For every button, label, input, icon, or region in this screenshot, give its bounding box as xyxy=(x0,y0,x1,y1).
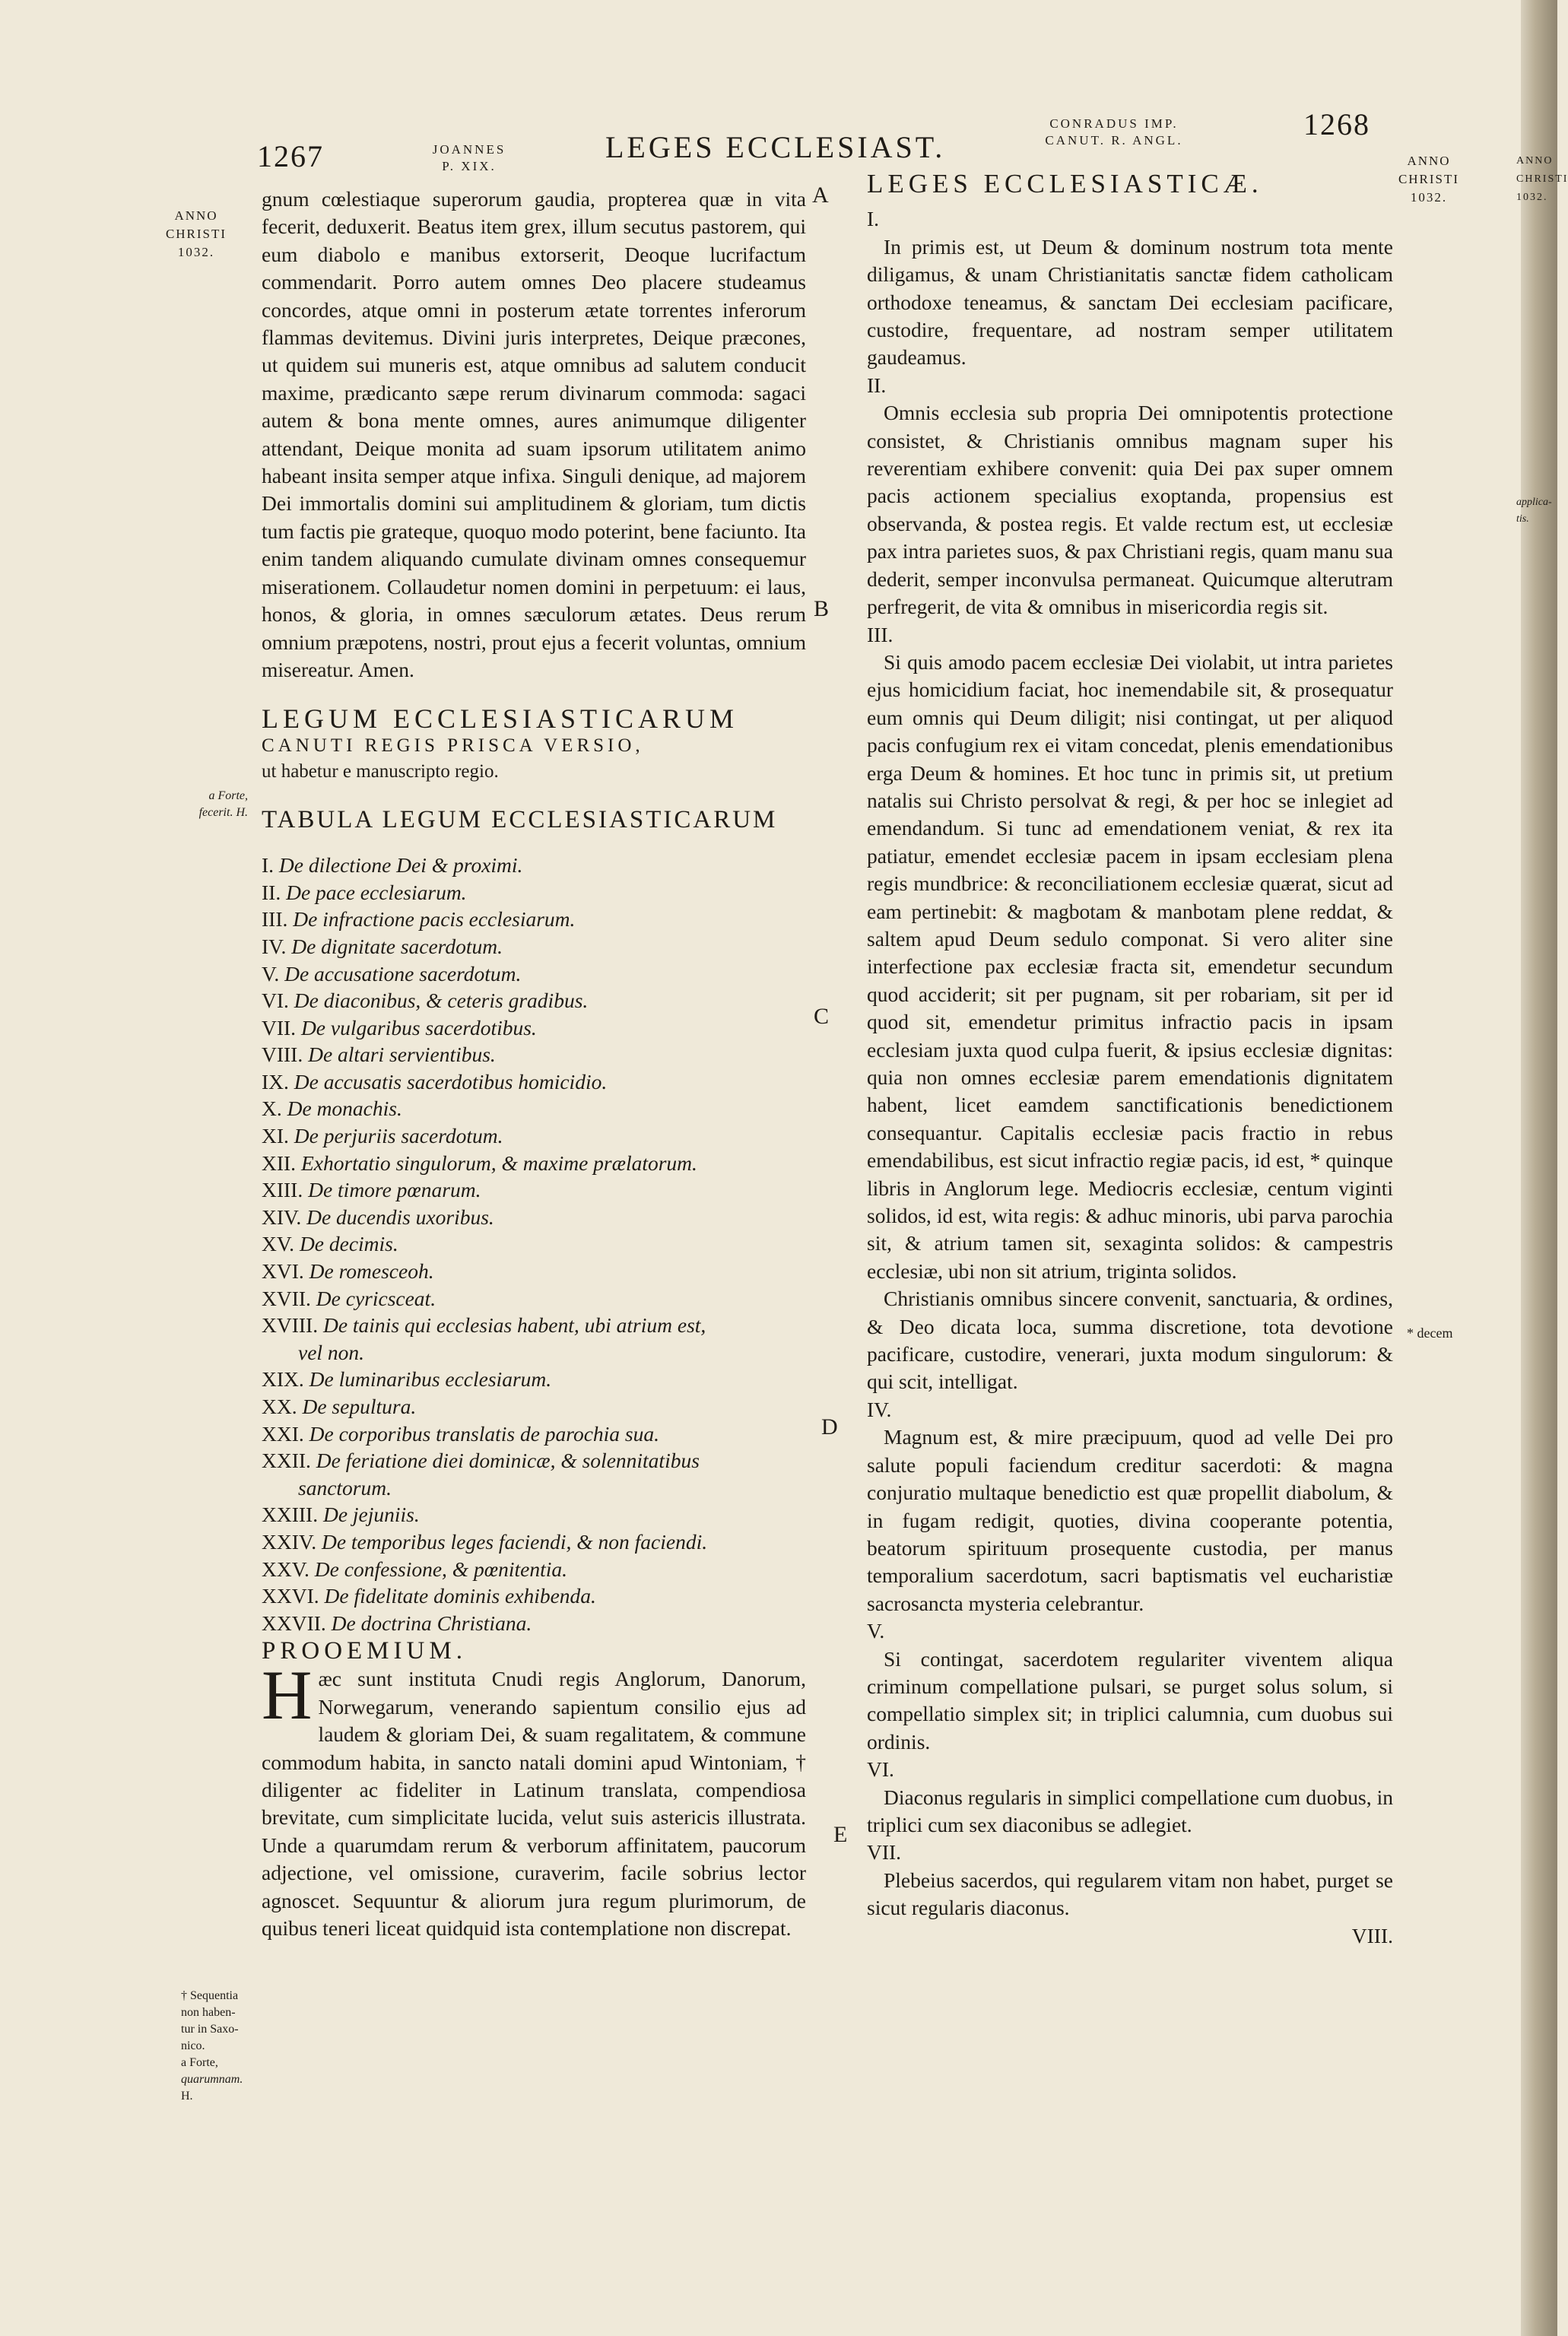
tabula-entry-text: De vulgaribus sacerdotibus. xyxy=(300,1015,537,1039)
tabula-entry xyxy=(262,1041,806,1068)
section-letter-c: C xyxy=(814,1004,830,1029)
section-text: Si quis amodo pacem ecclesiæ Dei violabit, ut intra parietes ejus homicidium faciat, hoc inemendabile sit, & prosequatur eum omnis qui Deum diligit; nisi contingat, ut per aliquod pacis confugium rex ei vitam concedat, plenis emendationibus erga Deum & homines. Et hoc tunc in primis sit, ut pretium natalis sui Christo persolvat & regi, & per hoc se inlegiet ad emendandum. Si tunc ad emendationem veniat, & rex ita patiatur, emendet ecclesiæ pacem in ipsam ecclesiam plena regis mundbrice: & reconciliationem ecclesiæ quærat, sicut ad eam pertinebit: & magbotam & manbotam plene reddat, & saltem apud Deum sedulo componat. Si vero aliter sine interfectione pax ecclesiæ fracta sit, emendetur secundum quod acciderit; sit per pugnam, sit per robariam, sit per id quod sit, emendetur primitus infractio pacis in ipsam ecclesiam juxta quod culpa fuerit, & ipsius ecclesiæ dignitas: quia non omnes ecclesiæ parem emendationis dignitatem habent, licet eamdem sanctificationis benedictionem consequantur. Capitalis ecclesiæ pacis fractio in rebus emendabilibus, est sicut infractio regiæ pacis, id est, * quinque libris in Anglorum lege. Mediocris ecclesiæ, centum viginti solidos, id est, wita regis: & adhuc minoris, ubi parva parochia sit, & atrium tamen sit, sexaginta solidos: & campestris ecclesiæ, ubi non sit atrium, triginta solidos. xyxy=(867,649,1393,1283)
tabula-entry xyxy=(262,933,806,960)
tabula-entry-text: De luminaribus ecclesiarum. xyxy=(309,1367,552,1392)
tabula-entry-text: De sepultura. xyxy=(302,1395,417,1418)
tabula-entry-number: IV. xyxy=(262,934,287,958)
tabula-list xyxy=(262,852,806,1636)
section-number: IV. xyxy=(867,1397,892,1421)
tabula-entry-number: VII. xyxy=(262,1015,297,1039)
section-letter-a: A xyxy=(812,182,829,208)
tabula-entry xyxy=(262,1474,806,1502)
prooemium-text: Hæc sunt instituta Cnudi regis Anglorum, Danorum, Norwegarum, venerando sapientum consilio ejus ad laudem & gloriam Dei, & suam regalitatem, & commune commodum habita, in sancto natali domini apud Wintoniam, † diligenter ac fideliter in Latinum translata, compendiosa brevitate, cum simplicitate lucida, velut suis astericis illustrata. Unde a quarumdam rerum & verborum affinitatem, paucorum adjectione, vel omissione, curaverim, facile sobrius lector agnoscet. Sequuntur & aliorum jura regum plurimorum, de quibus teneri liceat quidquid ista contemplatione non discrepat. xyxy=(262,1656,806,1940)
tabula-entry xyxy=(262,1393,806,1420)
tabula-entry-text: De romesceoh. xyxy=(309,1259,434,1284)
tabula-entry-text: De accusatis sacerdotibus homicidio. xyxy=(294,1069,608,1093)
tabula-entry-number: II. xyxy=(262,880,281,904)
tabula-entry-text: De temporibus leges faciendi, & non faciendi. xyxy=(321,1529,708,1554)
tabula-entry-number: IX. xyxy=(262,1069,289,1093)
book-binding-edge xyxy=(1521,0,1557,2336)
tabula-entry-text: De feriatione diei dominicæ, & solennitatibus xyxy=(316,1449,700,1473)
tabula-entry-number: XV. xyxy=(262,1232,295,1256)
tabula-entry-text: sanctorum. xyxy=(298,1475,392,1500)
catchword: VIII. xyxy=(1351,1923,1393,1947)
tabula-entry-number: XXVII. xyxy=(262,1611,326,1635)
right-column-heading: LEGES ECCLESIASTICÆ. xyxy=(867,169,1263,198)
tabula-entry-number: XVIII. xyxy=(262,1313,319,1338)
tabula-entry xyxy=(262,906,806,933)
tabula-entry xyxy=(262,1095,806,1122)
tabula-entry-number: XI. xyxy=(262,1124,289,1148)
tabula-entry-text: De corporibus translatis de parochia sua. xyxy=(309,1421,660,1446)
section-text: Plebeius sacerdos, qui regularem vitam non habet, purget se sicut regularis diaconus. xyxy=(867,1868,1393,1920)
legum-heading: LEGUM ECCLESIASTICARUM xyxy=(262,703,739,735)
section-number: VII. xyxy=(867,1840,902,1865)
tabula-entry-text: De decimis. xyxy=(299,1232,398,1256)
left-page-number: 1267 xyxy=(257,139,324,173)
tabula-entry-text: De infractione pacis ecclesiarum. xyxy=(293,907,576,932)
tabula-entry-text: De jejuniis. xyxy=(322,1503,420,1527)
tabula-entry-text: De accusatione sacerdotum. xyxy=(284,961,522,986)
tabula-entry xyxy=(262,1068,806,1096)
tabula-entry-text: De tainis qui ecclesias habent, ubi atrium est, xyxy=(322,1313,706,1338)
opening-text: gnum cœlestiaque superorum gaudia, propterea quæ in vita fecerit, deduxerit. Beatus item grex, illum secutus pastorem, qui eum diabolo e manibus extorserit, Deoque lucrifactum commendarit. Porro autem omnes Deo placere studeamus concordes, atque omni in posterum ætate torrentes inferorum flammas devitemus. Divini juris interpretes, Deique præcones, ut quidem sui muneris est, atque omnibus ad salutem conducit maxime, prædicanto sæpe rerum divinarum commoda: sagaci autem & bona mente omnes, aures animumque diligenter attendant, Deique monita ad suam ipsorum utilitatem animo habeant insita semper atque infixa. Singuli denique, ad majorem Dei immortalis domini sui amplitudinem & gloriam, tum dictis tum factis pie grateque, quoquo modo poterint, bene faciunto. Ita enim tandem aliquando cumulate divinam omnes consequemur miserationem. Collaudetur nomen domini in perpetuum: ei laus, honos, & gloria, in omnes sæculorum ætates. Deus rerum omnium præpotens, nostri, prout ejus a fecerit voluntas, omnium misereatur. Amen. xyxy=(262,187,806,681)
tabula-entry xyxy=(262,1339,806,1366)
law-sections xyxy=(867,205,1393,1922)
left-margin-year: ANNO CHRISTI 1032. xyxy=(165,208,227,259)
section-number: I. xyxy=(867,207,880,231)
tabula-entry-number: XVII. xyxy=(262,1286,311,1310)
section-letter-b: B xyxy=(814,596,830,621)
tabula-entry-number: XX. xyxy=(262,1395,297,1418)
edge-margin-fragment: applica- tis. xyxy=(1516,497,1552,525)
tabula-entry-number: XXIV. xyxy=(262,1529,317,1554)
tabula-entry-number: V. xyxy=(262,961,280,986)
prooemium-dropcap: H xyxy=(262,1656,313,1735)
tabula-entry-text: De altari servientibus. xyxy=(308,1043,496,1067)
tabula-entry-number: XII. xyxy=(262,1151,297,1175)
tabula-entry xyxy=(262,1610,806,1637)
section-number: V. xyxy=(867,1619,885,1643)
tabula-entry xyxy=(262,1150,806,1177)
footnote-a-marginal: a Forte, fecerit. H. xyxy=(198,789,248,819)
tabula-entry-number: III. xyxy=(262,907,288,932)
left-running-head: JOANNES P. XIX. xyxy=(432,142,506,173)
section-text: In primis est, ut Deum & dominum nostrum tota mente diligamus, & unam Christianitatis sanctæ fidem catholicam orthodoxe teneamus, & sanctam Dei ecclesiam pacificare, custodire, frequentare, ad nostram semper utilitatem gaudeamus. xyxy=(867,234,1393,370)
tabula-entry xyxy=(262,1285,806,1312)
tabula-entry-text: De timore pœnarum. xyxy=(308,1178,481,1202)
footnote-decem-marginal: * decem xyxy=(1407,1325,1453,1341)
tabula-entry xyxy=(262,1176,806,1204)
section-letter-d: D xyxy=(821,1414,838,1439)
tabula-entry xyxy=(262,960,806,988)
tabula-entry-number: XVI. xyxy=(262,1259,304,1284)
tabula-entry xyxy=(262,1582,806,1610)
tabula-entry xyxy=(262,1366,806,1393)
section-text: Christianis omnibus sincere convenit, sanctuaria, & ordines, & Deo dicata loca, summa discretione, tota devotione pacificare, custodire, venerari, juxta modum singulorum: & qui scit, intelligat. xyxy=(867,1287,1393,1394)
section-text: Magnum est, & mire præcipuum, quod ad velle Dei pro salute populi faciendum creditur sacerdoti: & magna conjuratio multaque benedictio est quæ propellit diabolum, & in fugam redigit, quoties, divina cooperante potentia, beatorum spirituum prosequente custodia, per manus temporalium sacerdotum, sacri baptismatis vel eucharistiæ sacrosancta mysteria celebrantur. xyxy=(867,1425,1393,1615)
prooemium-title: PROOEMIUM. xyxy=(262,1637,467,1665)
tabula-entry-number: VI. xyxy=(262,989,289,1013)
tabula-entry-text: De monachis. xyxy=(287,1097,402,1121)
tabula-entry-number: X. xyxy=(262,1097,282,1121)
legum-subheading-2: ut habetur e manuscripto regio. xyxy=(262,760,499,782)
legum-subheading: CANUTI REGIS PRISCA VERSIO, xyxy=(262,735,644,756)
tabula-entry-text: De pace ecclesiarum. xyxy=(286,880,467,904)
tabula-entry-number: I. xyxy=(262,853,275,878)
tabula-entry-text: De dilectione Dei & proximi. xyxy=(278,853,523,878)
tabula-entry-text: De fidelitate dominis exhibenda. xyxy=(324,1584,596,1608)
tabula-entry xyxy=(262,1312,806,1339)
tabula-entry xyxy=(262,1122,806,1150)
tabula-entry-text: De dignitate sacerdotum. xyxy=(291,934,503,958)
section-text: Diaconus regularis in simplici compellatione cum duobus, in triplici cum sex diaconibus se adlegiet. xyxy=(867,1785,1393,1836)
section-text: Omnis ecclesia sub propria Dei omnipotentis protectione consistet, & Christianis omnibus magnam super his reverentiam exhibere convenit: quia Dei pax super omnem pacis actionem specialius exoptanda, propensius est observanda, & postea regis. Et valde rectum est, ut ecclesiæ pax intra parietes suos, & pax Christiani regis, quam manu sua dederit, semper inconvulsa permaneat. Quicumque alterutram perfregerit, de vita & omnibus in misericordia regis sit. xyxy=(867,401,1393,619)
right-page-number: 1268 xyxy=(1303,107,1370,141)
tabula-entry xyxy=(262,1258,806,1285)
section-number: VI. xyxy=(867,1757,894,1782)
tabula-entry-text: De perjuriis sacerdotum. xyxy=(294,1124,503,1148)
section-letter-e: E xyxy=(833,1822,848,1847)
tabula-entry xyxy=(262,1014,806,1042)
tabula-entry xyxy=(262,1230,806,1258)
tabula-entry-number: VIII. xyxy=(262,1043,303,1067)
tabula-entry xyxy=(262,879,806,906)
section-text: Si contingat, sacerdotem regulariter viventem aliqua criminum compellatione pulsari, se purget solus solum, si compellatio simplex sit; in triplici calumnia, cum duobus sui ordinis. xyxy=(867,1646,1393,1754)
tabula-entry-number: XIV. xyxy=(262,1204,302,1229)
edge-margin-year: ANNO CHRISTI 1032. xyxy=(1516,155,1568,203)
tabula-entry-text: De diaconibus, & ceteris gradibus. xyxy=(294,989,589,1013)
footnote-sequentia-marginal: † Sequentia non haben- tur in Saxo- nico. a Forte, quarumnam. H. xyxy=(181,1989,243,2103)
tabula-entry-text: De confessione, & pœnitentia. xyxy=(314,1557,568,1581)
tabula-entry xyxy=(262,1420,806,1448)
tabula-entry-number: XIII. xyxy=(262,1178,303,1202)
left-column xyxy=(262,186,806,1942)
tabula-entry xyxy=(262,987,806,1014)
tabula-entry-number: XXII. xyxy=(262,1449,311,1473)
tabula-entry-number: XXV. xyxy=(262,1557,309,1581)
right-running-head: CONRADUS IMP. CANUT. R. ANGL. xyxy=(1045,116,1183,148)
right-margin-year: ANNO CHRISTI 1032. xyxy=(1398,154,1460,205)
tabula-entry xyxy=(262,1528,806,1556)
tabula-entry xyxy=(262,1447,806,1474)
tabula-entry-text: vel non. xyxy=(298,1340,365,1364)
right-column xyxy=(867,170,1393,1950)
tabula-entry xyxy=(262,1556,806,1583)
section-number: III. xyxy=(867,622,894,646)
tabula-entry-number: XXI. xyxy=(262,1421,304,1446)
page-title: LEGES ECCLESIAST. xyxy=(605,130,946,164)
tabula-entry-text: De doctrina Christiana. xyxy=(331,1611,532,1635)
tabula-entry-number: XXIII. xyxy=(262,1503,319,1527)
tabula-entry xyxy=(262,852,806,879)
section-number: II. xyxy=(867,373,887,397)
tabula-entry-text: De ducendis uxoribus. xyxy=(306,1204,494,1229)
tabula-entry-text: De cyricsceat. xyxy=(316,1286,436,1310)
tabula-title: TABULA LEGUM ECCLESIASTICARUM xyxy=(262,805,778,833)
tabula-entry xyxy=(262,1204,806,1231)
tabula-entry-number: XXVI. xyxy=(262,1584,319,1608)
tabula-entry-text: Exhortatio singulorum, & maxime prælatorum. xyxy=(300,1151,697,1175)
tabula-entry xyxy=(262,1501,806,1528)
tabula-entry-number: XIX. xyxy=(262,1367,304,1392)
